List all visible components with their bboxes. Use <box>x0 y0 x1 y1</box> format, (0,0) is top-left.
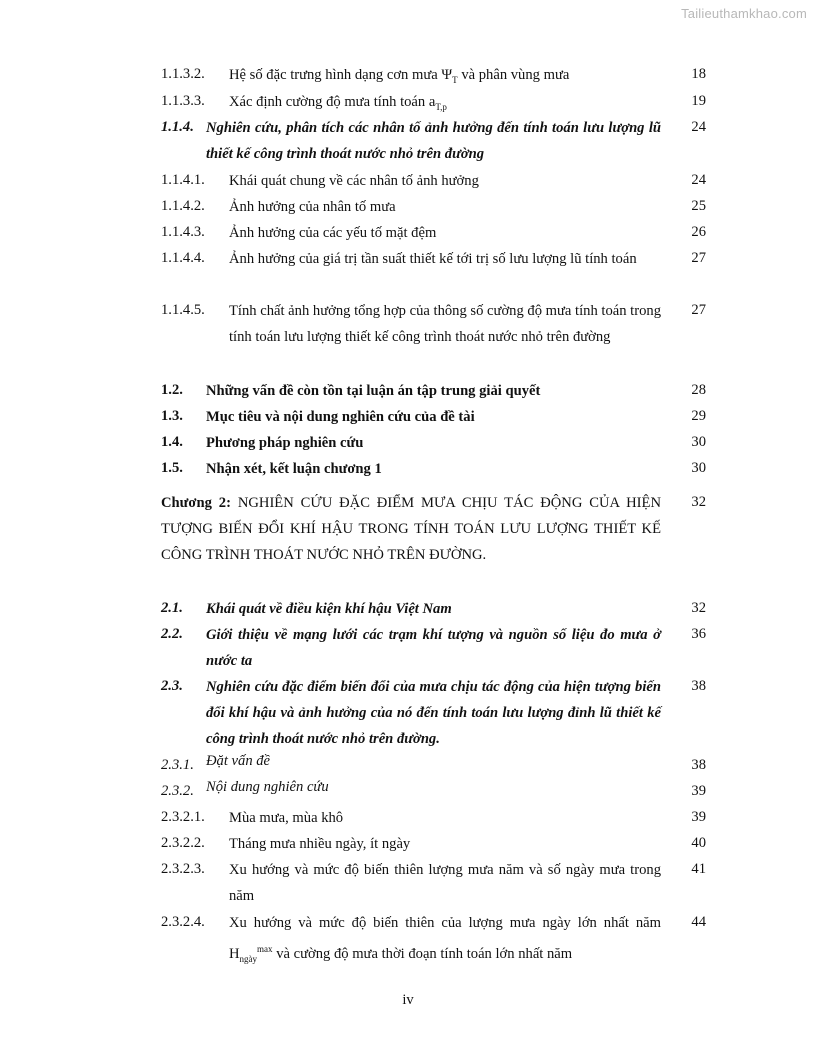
toc-page: 19 <box>691 93 706 109</box>
toc-title: Xác định cường độ mưa tính toán $a_{T,p}$ <box>229 94 447 112</box>
toc-title: Nội dung nghiên cứu <box>206 779 329 795</box>
toc-page: 38 <box>691 757 706 773</box>
toc-title: Xu hướng và mức độ biến thiên lượng mưa năm và số ngày mưa trong năm <box>229 862 661 905</box>
toc-number: 1.1.4.4. <box>161 250 205 266</box>
toc-number: 2.3. <box>161 678 183 694</box>
toc-title: Khái quát về điều kiện khí hậu Việt Nam <box>206 601 452 617</box>
chapter-text: NGHIÊN CỨU ĐẶC ĐIỂM MƯA CHỊU TÁC ĐỘNG CỦA HIỆN TƯỢNG BIẾN ĐỔI KHÍ HẬU TRONG TÍNH TOÁN LƯU LƯỢNG THIẾT KẾ CÔNG TRÌNH THOÁT NƯỚC NHỎ TRÊN ĐƯỜNG. <box>161 495 661 564</box>
toc-number: 2.3.2. <box>161 783 194 799</box>
toc-page: 18 <box>691 66 706 82</box>
toc-page: 27 <box>691 302 706 318</box>
toc-number: 1.2. <box>161 382 183 398</box>
toc-page: 24 <box>691 172 706 188</box>
toc-page: 38 <box>691 678 706 694</box>
toc-number: 2.3.2.3. <box>161 861 205 877</box>
toc-page: 39 <box>691 809 706 825</box>
toc-title: Mùa mưa, mùa khô <box>229 810 344 826</box>
toc-number: 1.5. <box>161 460 183 476</box>
toc-number: 1.1.3.3. <box>161 93 205 109</box>
toc-page: 26 <box>691 224 706 240</box>
toc-number: 2.3.1. <box>161 757 194 773</box>
toc-number: 2.3.2.4. <box>161 914 205 930</box>
toc-page: 39 <box>691 783 706 799</box>
toc-number: 1.1.4.3. <box>161 224 205 240</box>
toc-title: Hệ số đặc trưng hình dạng cơn mưa $\Psi_T$ và phân vùng mưa <box>229 67 570 85</box>
chapter-label: Chương 2: <box>161 495 231 511</box>
toc-title: Xu hướng và mức độ biến thiên của lượng mưa ngày lớn nhất năm $H_{ngày}^{max}$ và cường độ mưa thời đoạn tính toán lớn nhất năm <box>229 915 661 964</box>
toc-page: 29 <box>691 408 706 424</box>
toc-page: 40 <box>691 835 706 851</box>
toc-title: Khái quát chung về các nhân tố ảnh hưởng <box>229 173 479 189</box>
toc-title: Tháng mưa nhiều ngày, ít ngày <box>229 836 411 852</box>
toc-title: Tính chất ảnh hưởng tổng hợp của thông số cường độ mưa tính toán trong tính toán lưu lượng thiết kế công trình thoát nước nhỏ trên đường <box>229 303 661 346</box>
toc-title: Nghiên cứu, phân tích các nhân tố ảnh hưởng đến tính toán lưu lượng lũ thiết kế công trình thoát nước nhỏ trên đường <box>206 120 661 163</box>
toc-number: 2.2. <box>161 626 183 642</box>
toc-page: 24 <box>691 119 706 135</box>
toc-title: Phương pháp nghiên cứu <box>206 435 364 451</box>
toc-page: 32 <box>691 494 706 510</box>
watermark: Tailieuthamkhao.com <box>681 6 807 21</box>
toc-number: 1.1.4.2. <box>161 198 205 214</box>
toc-page: 36 <box>691 626 706 642</box>
toc-page: 30 <box>691 460 706 476</box>
toc-title: Nhận xét, kết luận chương 1 <box>206 461 382 477</box>
toc-title: Ảnh hưởng của các yếu tố mặt đệm <box>229 225 437 241</box>
toc-number: 1.4. <box>161 434 183 450</box>
toc-number: 2.3.2.1. <box>161 809 205 825</box>
toc-number: 1.1.3.2. <box>161 66 205 82</box>
toc-title: Ảnh hưởng của nhân tố mưa <box>229 199 396 215</box>
toc-page: 32 <box>691 600 706 616</box>
toc-page: 44 <box>691 914 706 930</box>
toc-page: 30 <box>691 434 706 450</box>
toc-page: 25 <box>691 198 706 214</box>
toc-title: Đặt vấn đề <box>206 753 271 769</box>
toc-page: 27 <box>691 250 706 266</box>
toc-title: Mục tiêu và nội dung nghiên cứu của đề tài <box>206 409 475 425</box>
page-number: iv <box>402 992 414 1008</box>
toc-number: 1.1.4. <box>161 119 194 135</box>
toc-number: 2.3.2.2. <box>161 835 205 851</box>
toc-title: Giới thiệu về mạng lưới các trạm khí tượng và nguồn số liệu đo mưa ở nước ta <box>206 627 661 670</box>
toc-number: 1.3. <box>161 408 183 424</box>
toc-number: 2.1. <box>161 600 183 616</box>
toc-title: Ảnh hưởng của giá trị tần suất thiết kế tới trị số lưu lượng lũ tính toán <box>229 251 637 267</box>
toc-page: 41 <box>691 861 706 877</box>
toc-number: 1.1.4.1. <box>161 172 205 188</box>
toc-page: 28 <box>691 382 706 398</box>
toc-title: Nghiên cứu đặc điểm biến đổi của mưa chịu tác động của hiện tượng biến đổi khí hậu và ảnh hưởng của nó đến tính toán lưu lượng đỉnh lũ thiết kế công trình thoát nước nhỏ trên đường. <box>206 679 661 748</box>
toc-title: Những vấn đề còn tồn tại luận án tập trung giải quyết <box>206 383 541 399</box>
toc-number: 1.1.4.5. <box>161 302 205 318</box>
toc-chapter-title <box>161 490 661 569</box>
